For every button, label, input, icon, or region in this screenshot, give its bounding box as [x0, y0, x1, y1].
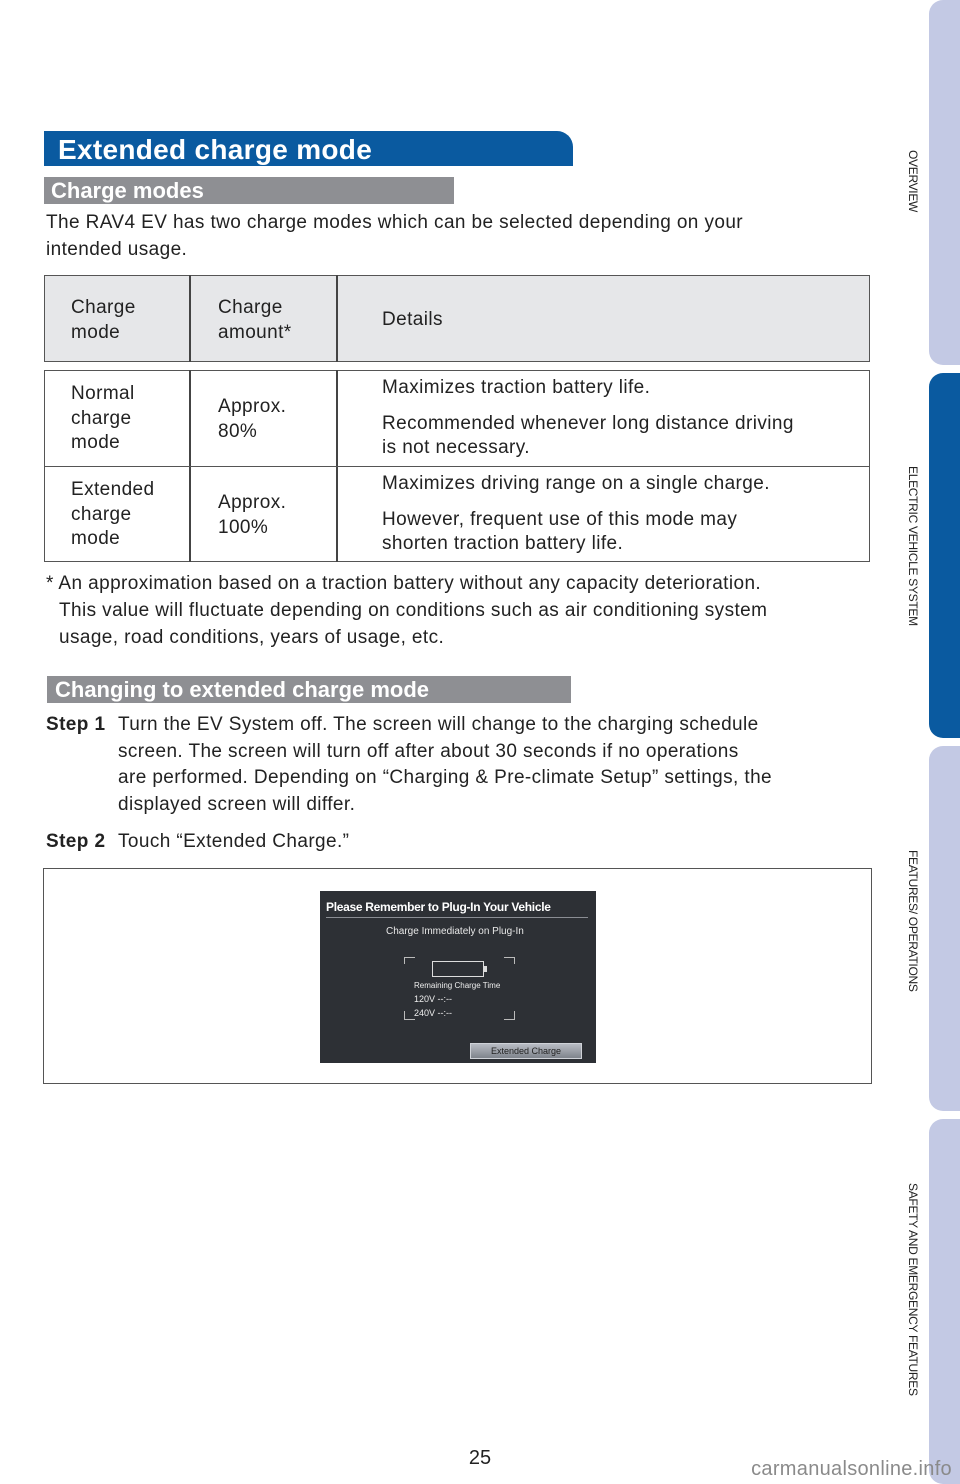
step-2-label [46, 829, 105, 856]
battery-icon [432, 961, 484, 977]
bracket [404, 957, 415, 964]
step-label: Step 1 [46, 714, 106, 735]
tab-label-overview: OVERVIEW [906, 150, 920, 213]
row-divider [44, 466, 870, 467]
cell-text: However, frequent use of this mode may [382, 508, 738, 530]
section-header-charge-modes [44, 177, 454, 204]
watermark: carmanualsonline.info [751, 1458, 952, 1480]
intro-line: intended usage. [46, 239, 188, 260]
screen-subtitle: Charge Immediately on Plug-In [386, 926, 524, 937]
tab-label-ev-system: ELECTRIC VEHICLE SYSTEM [906, 466, 920, 626]
footnote-line: * An approximation based on a traction battery without any capacity deterioration. [46, 573, 762, 594]
cell-text: Approx. [218, 492, 287, 513]
page-number: 25 [468, 1447, 492, 1469]
cell-text: charge [71, 407, 132, 429]
table-row-extended-details [382, 472, 770, 557]
extended-charge-button[interactable]: Extended Charge [470, 1043, 582, 1059]
header-text: Charge [71, 297, 136, 318]
header-text: amount* [218, 321, 292, 343]
step-line: Turn the EV System off. The screen will change to the charging schedule [118, 714, 759, 735]
remaining-charge-time: Remaining Charge Time [414, 981, 501, 990]
intro-line: The RAV4 EV has two charge modes which can be selected depending on your [46, 212, 744, 233]
step-1-text [118, 712, 772, 818]
screen-divider [326, 917, 588, 918]
page-title: Extended charge mode [58, 134, 373, 165]
section-title: Charge modes [51, 178, 204, 203]
table-divider [336, 275, 338, 362]
cell-text: mode [71, 528, 121, 549]
cell-text: 80% [218, 420, 258, 442]
tab-electric-vehicle-system[interactable] [929, 373, 960, 738]
cell-text: 100% [218, 516, 269, 538]
table-divider [189, 275, 191, 362]
table-row-normal-details [382, 376, 794, 461]
footnote [46, 570, 767, 651]
header-details: Details [382, 309, 443, 330]
battery-tip [484, 966, 487, 972]
table-row-normal-amount [218, 395, 286, 444]
cell-text: charge [71, 503, 132, 525]
cell-text: shorten traction battery life. [382, 533, 624, 554]
footnote-line: usage, road conditions, years of usage, etc. [59, 627, 445, 648]
header-text: mode [71, 321, 121, 343]
step-label: Step 2 [46, 831, 106, 852]
cell-text: Extended [71, 479, 155, 500]
section-header-changing [47, 676, 571, 703]
footnote-line: This value will fluctuate depending on conditions such as air conditioning system [59, 600, 768, 621]
tab-features-operations[interactable] [929, 746, 960, 1111]
cell-text: Maximizes driving range on a single charge. [382, 473, 770, 494]
step-line: displayed screen will differ. [118, 793, 356, 815]
bracket [404, 1011, 415, 1020]
step-2-text: Touch “Extended Charge.” [118, 831, 350, 852]
header-text: Charge [218, 297, 283, 318]
tab-safety-emergency[interactable] [929, 1119, 960, 1484]
charging-screen [320, 891, 596, 1063]
table-header [44, 275, 870, 362]
header-charge-amount [218, 296, 292, 345]
table-row-extended-amount [218, 491, 286, 540]
tab-label-safety: SAFETY AND EMERGENCY FEATURES [906, 1183, 920, 1396]
cell-text: Normal [71, 383, 135, 404]
step-line: are performed. Depending on “Charging & Pre-climate Setup” settings, the [118, 767, 773, 788]
cell-text: mode [71, 432, 121, 453]
step-1-label [46, 712, 105, 739]
screen-title: Please Remember to Plug-In Your Vehicle [326, 900, 551, 914]
bracket [504, 957, 515, 964]
section-title: Changing to extended charge mode [55, 677, 430, 702]
bracket [504, 1011, 515, 1020]
table-row-normal-mode [71, 382, 135, 456]
tab-overview[interactable] [929, 0, 960, 365]
step-line: screen. The screen will turn off after about 30 seconds if no operations [118, 740, 739, 762]
cell-text: is not necessary. [382, 437, 530, 458]
cell-text: Recommended whenever long distance driving [382, 412, 794, 434]
page-title-bar [44, 131, 573, 166]
table-row-extended-mode [71, 478, 155, 552]
cell-text: Approx. [218, 396, 287, 417]
charge-240v: 240V --:-- [414, 1008, 453, 1018]
intro-paragraph [46, 209, 743, 263]
charge-120v: 120V --:-- [414, 994, 453, 1004]
header-charge-mode [71, 296, 136, 345]
tab-label-features: FEATURES/ OPERATIONS [906, 850, 920, 992]
cell-text: Maximizes traction battery life. [382, 377, 651, 398]
